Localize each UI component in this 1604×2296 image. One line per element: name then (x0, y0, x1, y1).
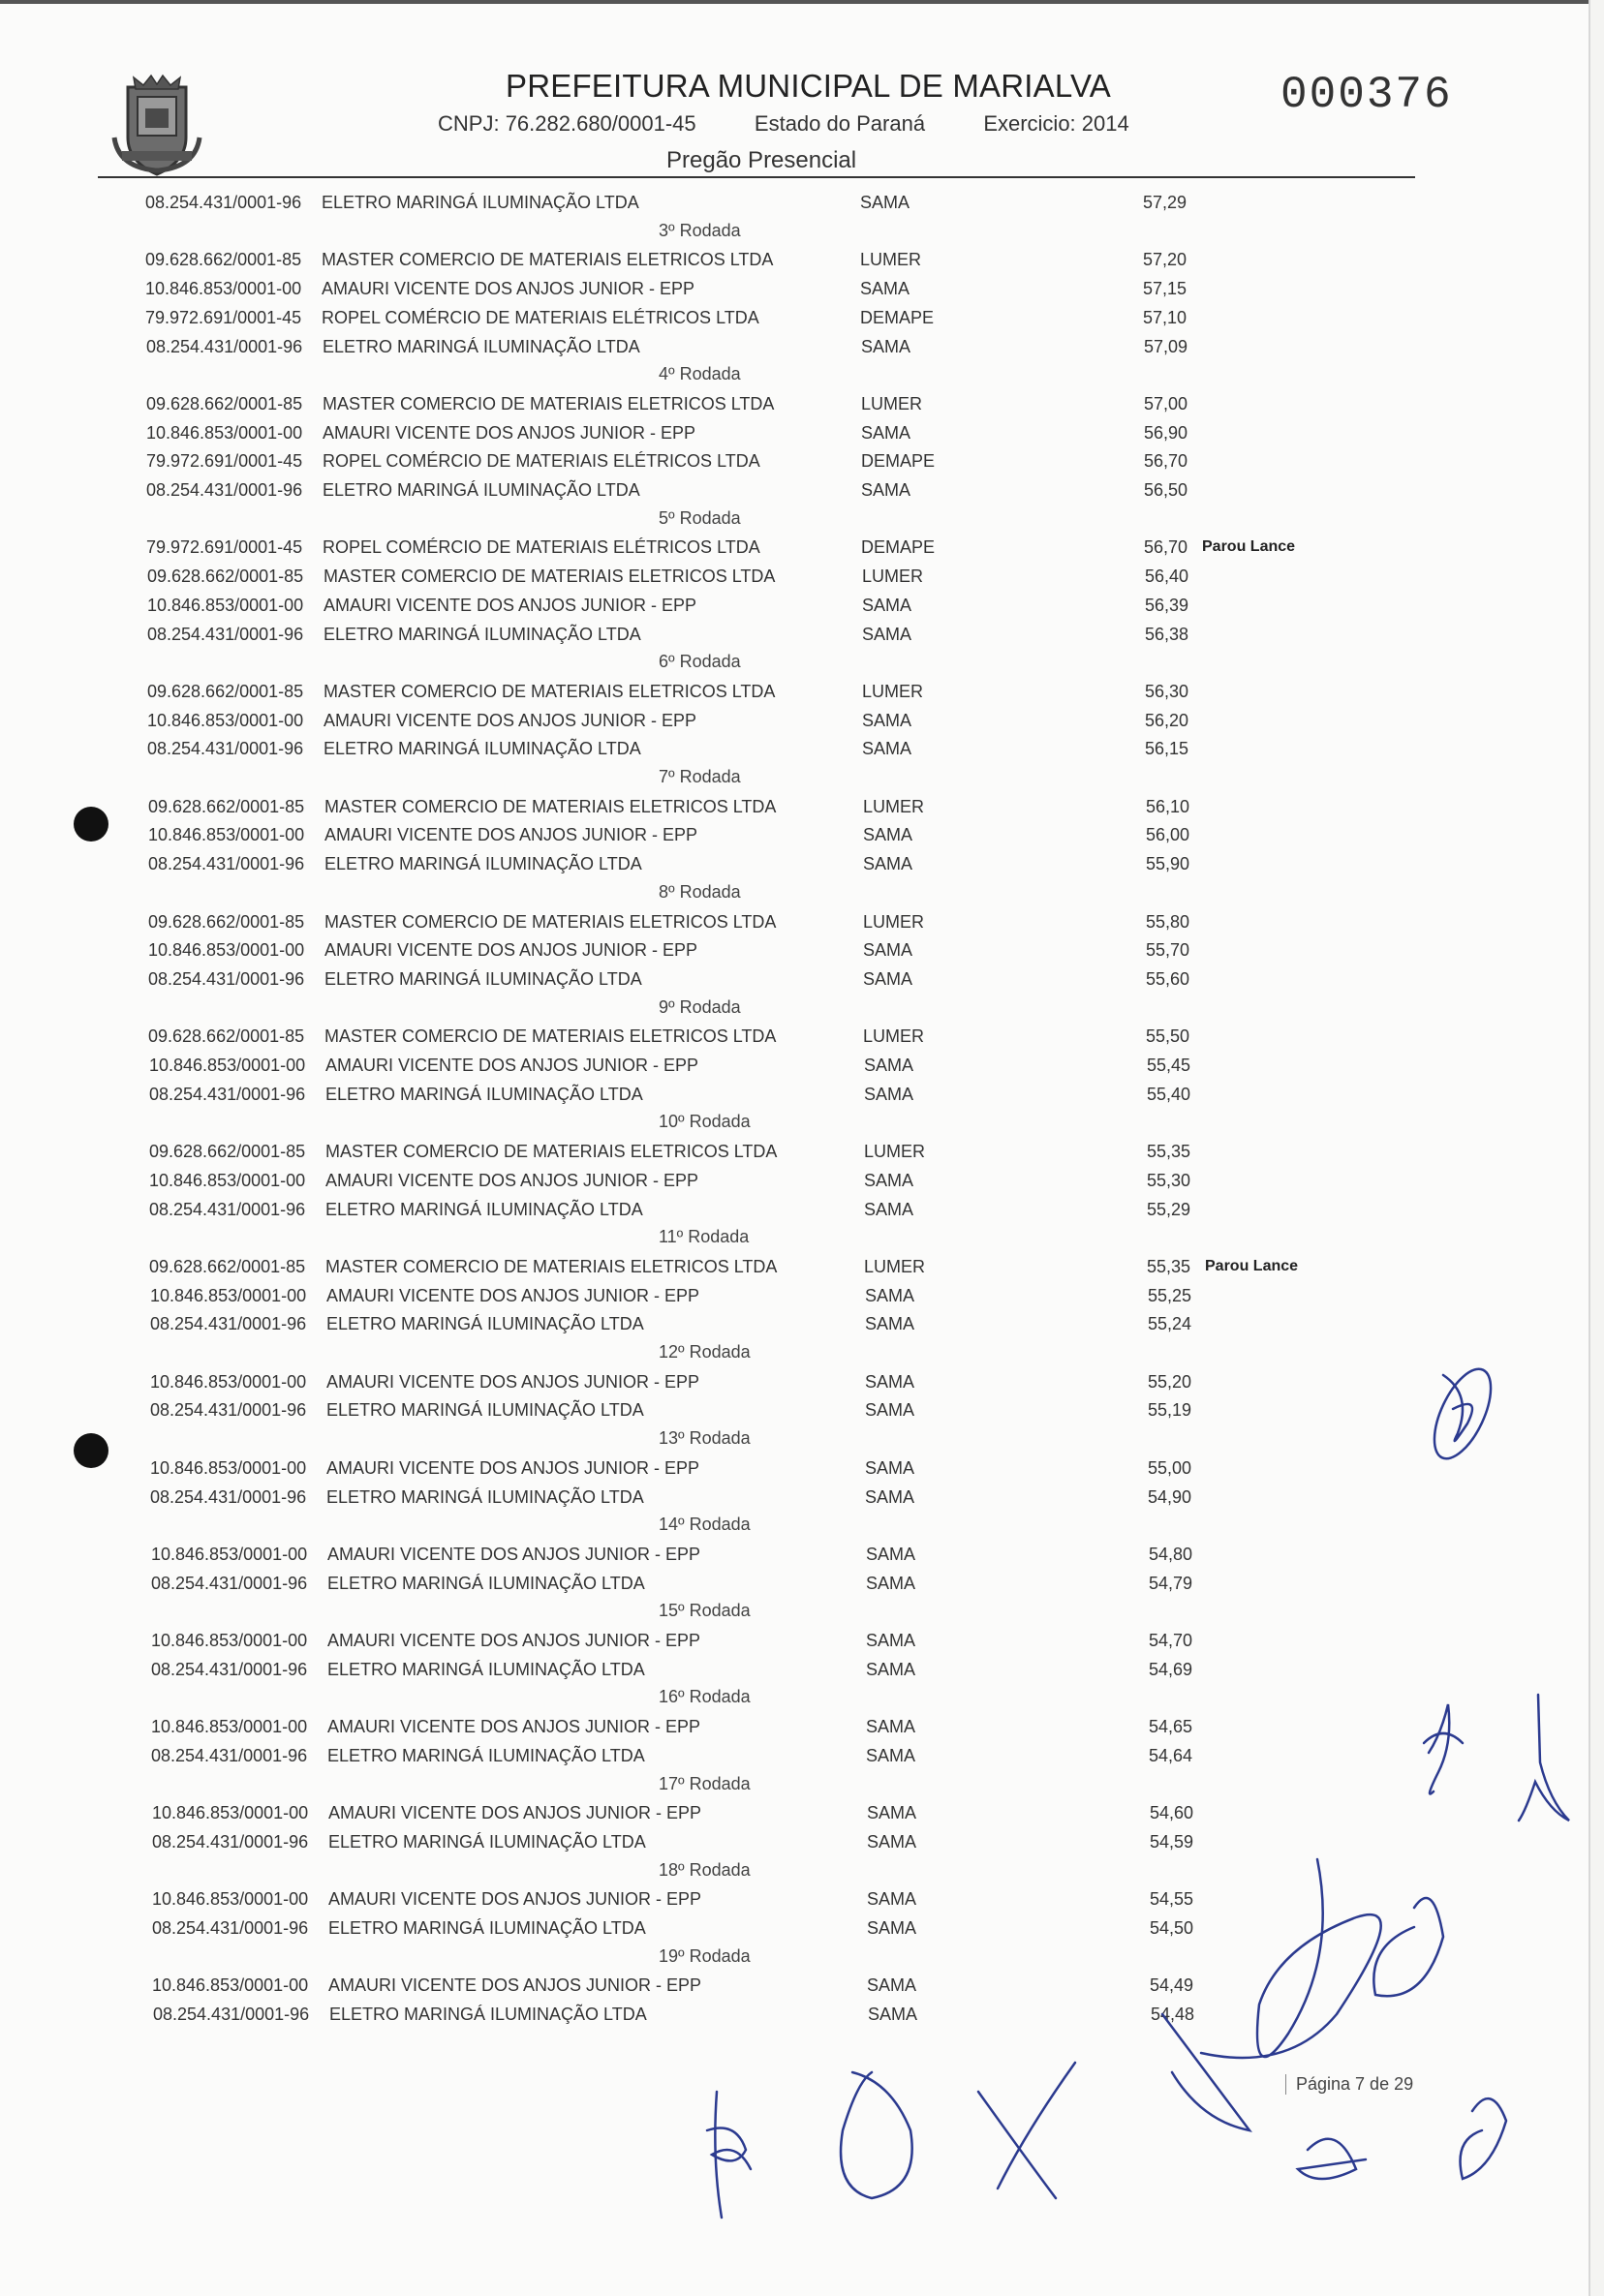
bid-company-name: AMAURI VICENTE DOS ANJOS JUNIOR - EPP (326, 1286, 700, 1305)
bid-value: 54,80 (1149, 1545, 1193, 1564)
bid-value: 55,60 (1146, 969, 1190, 989)
bid-brand: LUMER (863, 1026, 925, 1046)
bid-company-name: MASTER COMERCIO DE MATERIAIS ELETRICOS LTDA (325, 1142, 778, 1161)
bid-cnpj: 08.254.431/0001-96 (150, 1487, 307, 1507)
bid-value: 54,69 (1149, 1660, 1193, 1679)
bid-value: 54,70 (1149, 1631, 1193, 1650)
signature-bottom-row (707, 2063, 1506, 2218)
estado-label: Estado do (754, 111, 850, 136)
bid-brand: SAMA (864, 1171, 914, 1190)
bid-value: 56,15 (1145, 739, 1189, 758)
bid-value: 55,90 (1146, 854, 1190, 873)
bid-brand: SAMA (863, 969, 913, 989)
bid-cnpj: 08.254.431/0001-96 (151, 1660, 308, 1679)
bid-brand: SAMA (865, 1458, 915, 1478)
bid-cnpj: 10.846.853/0001-00 (150, 1458, 307, 1478)
page-number: Página 7 de 29 (1285, 2074, 1413, 2095)
bid-cnpj: 08.254.431/0001-96 (148, 969, 305, 989)
bid-brand: SAMA (863, 825, 913, 844)
bid-brand: SAMA (862, 711, 912, 730)
bid-brand: SAMA (862, 625, 912, 644)
signature-initials-right-middle (1424, 1695, 1569, 1821)
bid-cnpj: 10.846.853/0001-00 (147, 711, 304, 730)
bid-company-name: MASTER COMERCIO DE MATERIAIS ELETRICOS LTDA (324, 797, 777, 816)
bid-company-name: MASTER COMERCIO DE MATERIAIS ELETRICOS LTDA (324, 566, 776, 586)
round-heading: 5º Rodada (659, 508, 741, 528)
bid-brand: LUMER (862, 566, 924, 586)
bid-company-name: ELETRO MARINGÁ ILUMINAÇÃO LTDA (326, 1314, 644, 1333)
bid-company-name: AMAURI VICENTE DOS ANJOS JUNIOR - EPP (322, 279, 695, 298)
bid-value: 55,70 (1146, 940, 1190, 960)
bid-value: 55,20 (1148, 1372, 1192, 1392)
bid-company-name: AMAURI VICENTE DOS ANJOS JUNIOR - EPP (325, 1056, 699, 1075)
bid-company-name: ELETRO MARINGÁ ILUMINAÇÃO LTDA (328, 1918, 646, 1938)
bid-value: 55,35 (1147, 1142, 1191, 1161)
round-heading: 11º Rodada (659, 1227, 750, 1246)
round-heading: 18º Rodada (659, 1860, 751, 1880)
bid-brand: LUMER (862, 682, 924, 701)
bid-cnpj: 08.254.431/0001-96 (149, 1200, 306, 1219)
bid-company-name: ELETRO MARINGÁ ILUMINAÇÃO LTDA (326, 1400, 644, 1420)
bid-brand: SAMA (867, 1803, 917, 1822)
bid-company-name: ELETRO MARINGÁ ILUMINAÇÃO LTDA (327, 1574, 645, 1593)
bid-cnpj: 09.628.662/0001-85 (148, 912, 305, 932)
bid-company-name: ELETRO MARINGÁ ILUMINAÇÃO LTDA (328, 1832, 646, 1852)
bid-value: 55,19 (1148, 1400, 1192, 1420)
round-heading: 13º Rodada (659, 1428, 751, 1448)
bid-brand: SAMA (865, 1314, 915, 1333)
bid-company-name: MASTER COMERCIO DE MATERIAIS ELETRICOS LTDA (324, 1026, 777, 1046)
signature-initials-right-top (1423, 1361, 1502, 1466)
bid-value: 55,50 (1146, 1026, 1190, 1046)
bid-company-name: ROPEL COMÉRCIO DE MATERIAIS ELÉTRICOS LTDA (322, 308, 759, 327)
estado-value: Paraná (856, 111, 926, 136)
bid-company-name: ELETRO MARINGÁ ILUMINAÇÃO LTDA (324, 625, 641, 644)
bid-company-name: ELETRO MARINGÁ ILUMINAÇÃO LTDA (322, 193, 639, 212)
bid-value: 56,40 (1145, 566, 1189, 586)
bid-cnpj: 08.254.431/0001-96 (147, 739, 304, 758)
bid-company-name: AMAURI VICENTE DOS ANJOS JUNIOR - EPP (324, 825, 698, 844)
bid-company-name: AMAURI VICENTE DOS ANJOS JUNIOR - EPP (326, 1372, 700, 1392)
bid-company-name: MASTER COMERCIO DE MATERIAIS ELETRICOS LTDA (324, 912, 777, 932)
bid-company-name: AMAURI VICENTE DOS ANJOS JUNIOR - EPP (327, 1545, 701, 1564)
bid-note: Parou Lance (1202, 538, 1296, 555)
bid-value: 56,70 (1144, 537, 1188, 557)
bid-cnpj: 08.254.431/0001-96 (148, 854, 305, 873)
bid-brand: SAMA (866, 1660, 916, 1679)
bid-value: 56,39 (1145, 596, 1189, 615)
bid-cnpj: 10.846.853/0001-00 (150, 1286, 307, 1305)
bid-brand: SAMA (866, 1574, 916, 1593)
round-heading: 8º Rodada (659, 882, 741, 902)
bid-cnpj: 08.254.431/0001-96 (152, 1832, 309, 1852)
round-heading: 10º Rodada (659, 1112, 751, 1131)
round-heading: 6º Rodada (659, 652, 741, 671)
exercicio-label: Exercicio: (983, 111, 1076, 136)
bid-brand: SAMA (867, 1918, 917, 1938)
bid-cnpj: 08.254.431/0001-96 (151, 1746, 308, 1765)
bid-cnpj: 10.846.853/0001-00 (151, 1717, 308, 1736)
bid-brand: SAMA (866, 1545, 916, 1564)
page-title: PREFEITURA MUNICIPAL DE MARIALVA (506, 68, 1111, 104)
bid-value: 57,20 (1143, 250, 1188, 269)
bid-company-name: AMAURI VICENTE DOS ANJOS JUNIOR - EPP (327, 1631, 701, 1650)
signature-large-right (1162, 1859, 1443, 2130)
bid-value: 56,10 (1146, 797, 1190, 816)
bid-brand: LUMER (864, 1257, 926, 1276)
bid-cnpj: 08.254.431/0001-96 (153, 2005, 310, 2024)
bid-value: 54,50 (1150, 1918, 1194, 1938)
pregao-subtitle: Pregão Presencial (666, 147, 857, 173)
bid-brand: SAMA (861, 337, 911, 356)
bid-value: 55,30 (1147, 1171, 1191, 1190)
bid-brand: SAMA (865, 1400, 915, 1420)
bid-value: 54,64 (1149, 1746, 1193, 1765)
bid-cnpj: 09.628.662/0001-85 (148, 1026, 305, 1046)
cnpj-label: CNPJ: (438, 111, 500, 136)
round-heading: 12º Rodada (659, 1342, 751, 1362)
bid-cnpj: 10.846.853/0001-00 (151, 1631, 308, 1650)
bid-brand: SAMA (861, 423, 911, 443)
bid-company-name: ELETRO MARINGÁ ILUMINAÇÃO LTDA (324, 854, 642, 873)
bid-cnpj: 10.846.853/0001-00 (147, 596, 304, 615)
bid-value: 57,15 (1143, 279, 1188, 298)
bid-value: 55,45 (1147, 1056, 1191, 1075)
bid-cnpj: 10.846.853/0001-00 (148, 825, 305, 844)
bid-value: 54,90 (1148, 1487, 1192, 1507)
bid-cnpj: 09.628.662/0001-85 (145, 250, 302, 269)
round-heading: 7º Rodada (659, 767, 741, 786)
bid-brand: LUMER (864, 1142, 926, 1161)
bid-cnpj: 10.846.853/0001-00 (150, 1372, 307, 1392)
bid-company-name: MASTER COMERCIO DE MATERIAIS ELETRICOS LTDA (322, 250, 774, 269)
bid-cnpj: 08.254.431/0001-96 (150, 1400, 307, 1420)
bid-value: 56,90 (1144, 423, 1188, 443)
bid-brand: SAMA (863, 854, 913, 873)
bid-cnpj: 09.628.662/0001-85 (147, 682, 304, 701)
round-heading: 4º Rodada (659, 364, 741, 383)
bid-cnpj: 10.846.853/0001-00 (151, 1545, 308, 1564)
bid-company-name: ELETRO MARINGÁ ILUMINAÇÃO LTDA (326, 1487, 644, 1507)
bid-company-name: AMAURI VICENTE DOS ANJOS JUNIOR - EPP (324, 596, 697, 615)
bid-brand: LUMER (863, 912, 925, 932)
bid-brand: SAMA (861, 480, 911, 500)
bid-value: 54,79 (1149, 1574, 1193, 1593)
bid-company-name: MASTER COMERCIO DE MATERIAIS ELETRICOS LTDA (325, 1257, 778, 1276)
bid-company-name: AMAURI VICENTE DOS ANJOS JUNIOR - EPP (328, 1975, 702, 1995)
page-stamp-number: 000376 (1280, 70, 1453, 120)
bid-value: 55,29 (1147, 1200, 1191, 1219)
bid-company-name: AMAURI VICENTE DOS ANJOS JUNIOR - EPP (328, 1803, 702, 1822)
bid-cnpj: 09.628.662/0001-85 (149, 1257, 306, 1276)
bid-cnpj: 08.254.431/0001-96 (145, 193, 302, 212)
bid-cnpj: 10.846.853/0001-00 (149, 1056, 306, 1075)
bid-company-name: ELETRO MARINGÁ ILUMINAÇÃO LTDA (325, 1085, 643, 1104)
bid-brand: SAMA (867, 1832, 917, 1852)
round-heading: 19º Rodada (659, 1946, 751, 1966)
bid-brand: SAMA (864, 1056, 914, 1075)
bid-brand: SAMA (865, 1487, 915, 1507)
bid-cnpj: 10.846.853/0001-00 (146, 423, 303, 443)
bid-brand: SAMA (866, 1631, 916, 1650)
exercicio-value: 2014 (1081, 111, 1129, 136)
round-heading: 14º Rodada (659, 1515, 751, 1534)
bid-company-name: AMAURI VICENTE DOS ANJOS JUNIOR - EPP (326, 1458, 700, 1478)
bid-cnpj: 10.846.853/0001-00 (149, 1171, 306, 1190)
bid-cnpj: 08.254.431/0001-96 (146, 480, 303, 500)
bid-cnpj: 10.846.853/0001-00 (152, 1889, 309, 1909)
bid-cnpj: 09.628.662/0001-85 (148, 797, 305, 816)
bid-cnpj: 08.254.431/0001-96 (151, 1574, 308, 1593)
bid-value: 57,29 (1143, 193, 1188, 212)
bid-brand: SAMA (860, 279, 910, 298)
bid-value: 56,20 (1145, 711, 1189, 730)
bid-brand: SAMA (865, 1286, 915, 1305)
bid-company-name: AMAURI VICENTE DOS ANJOS JUNIOR - EPP (325, 1171, 699, 1190)
bid-cnpj: 09.628.662/0001-85 (149, 1142, 306, 1161)
bid-brand: SAMA (862, 739, 912, 758)
bid-company-name: ELETRO MARINGÁ ILUMINAÇÃO LTDA (325, 1200, 643, 1219)
bid-brand: SAMA (864, 1085, 914, 1104)
bid-value: 54,60 (1150, 1803, 1194, 1822)
bid-company-name: AMAURI VICENTE DOS ANJOS JUNIOR - EPP (324, 940, 698, 960)
bid-company-name: ROPEL COMÉRCIO DE MATERIAIS ELÉTRICOS LTDA (323, 537, 760, 557)
bid-brand: SAMA (866, 1746, 916, 1765)
bid-company-name: AMAURI VICENTE DOS ANJOS JUNIOR - EPP (327, 1717, 701, 1736)
bid-value: 55,24 (1148, 1314, 1192, 1333)
bid-value: 56,38 (1145, 625, 1189, 644)
bid-brand: DEMAPE (860, 308, 935, 327)
round-heading: 3º Rodada (659, 221, 741, 240)
bid-brand: SAMA (867, 1889, 917, 1909)
bid-note: Parou Lance (1205, 1258, 1299, 1274)
bid-value: 54,48 (1151, 2005, 1195, 2024)
bid-value: 54,55 (1150, 1889, 1194, 1909)
bid-value: 54,49 (1150, 1975, 1194, 1995)
bid-company-name: ELETRO MARINGÁ ILUMINAÇÃO LTDA (327, 1746, 645, 1765)
bid-value: 57,09 (1144, 337, 1188, 356)
bid-value: 55,80 (1146, 912, 1190, 932)
bid-value: 56,00 (1146, 825, 1190, 844)
bid-company-name: ELETRO MARINGÁ ILUMINAÇÃO LTDA (324, 739, 641, 758)
bid-cnpj: 79.972.691/0001-45 (146, 537, 303, 557)
bid-company-name: ELETRO MARINGÁ ILUMINAÇÃO LTDA (327, 1660, 645, 1679)
bid-company-name: ELETRO MARINGÁ ILUMINAÇÃO LTDA (323, 337, 640, 356)
bid-value: 56,30 (1145, 682, 1189, 701)
bid-value: 56,70 (1144, 451, 1188, 471)
bid-cnpj: 10.846.853/0001-00 (145, 279, 302, 298)
bid-brand: LUMER (861, 394, 923, 413)
bid-cnpj: 08.254.431/0001-96 (149, 1085, 306, 1104)
bid-brand: DEMAPE (861, 537, 936, 557)
bid-cnpj: 08.254.431/0001-96 (152, 1918, 309, 1938)
bid-value: 55,25 (1148, 1286, 1192, 1305)
cnpj-value: 76.282.680/0001-45 (505, 111, 696, 136)
bid-company-name: ELETRO MARINGÁ ILUMINAÇÃO LTDA (329, 2005, 647, 2024)
bid-value: 56,50 (1144, 480, 1188, 500)
bid-brand: SAMA (867, 1975, 917, 1995)
bid-brand: LUMER (863, 797, 925, 816)
bid-cnpj: 08.254.431/0001-96 (150, 1314, 307, 1333)
bid-value: 54,59 (1150, 1832, 1194, 1852)
round-heading: 15º Rodada (659, 1601, 751, 1620)
bid-value: 55,35 (1147, 1257, 1191, 1276)
bid-company-name: MASTER COMERCIO DE MATERIAIS ELETRICOS LTDA (324, 682, 776, 701)
bid-company-name: ELETRO MARINGÁ ILUMINAÇÃO LTDA (323, 480, 640, 500)
bid-company-name: MASTER COMERCIO DE MATERIAIS ELETRICOS LTDA (323, 394, 775, 413)
bid-brand: SAMA (866, 1717, 916, 1736)
bid-brand: SAMA (868, 2005, 918, 2024)
bid-brand: DEMAPE (861, 451, 936, 471)
round-heading: 9º Rodada (659, 997, 741, 1017)
bid-brand: SAMA (862, 596, 912, 615)
bid-brand: SAMA (865, 1372, 915, 1392)
bid-value: 57,10 (1143, 308, 1188, 327)
round-heading: 16º Rodada (659, 1687, 751, 1706)
bid-cnpj: 08.254.431/0001-96 (147, 625, 304, 644)
bid-brand: SAMA (863, 940, 913, 960)
bid-cnpj: 79.972.691/0001-45 (146, 451, 303, 471)
bid-company-name: AMAURI VICENTE DOS ANJOS JUNIOR - EPP (328, 1889, 702, 1909)
bid-cnpj: 08.254.431/0001-96 (146, 337, 303, 356)
bid-company-name: AMAURI VICENTE DOS ANJOS JUNIOR - EPP (323, 423, 696, 443)
bid-company-name: AMAURI VICENTE DOS ANJOS JUNIOR - EPP (324, 711, 697, 730)
bid-brand: SAMA (860, 193, 910, 212)
bid-cnpj: 10.846.853/0001-00 (152, 1975, 309, 1995)
bid-value: 54,65 (1149, 1717, 1193, 1736)
bid-cnpj: 79.972.691/0001-45 (145, 308, 302, 327)
bid-cnpj: 09.628.662/0001-85 (147, 566, 304, 586)
bid-cnpj: 10.846.853/0001-00 (152, 1803, 309, 1822)
bid-value: 55,00 (1148, 1458, 1192, 1478)
bid-brand: LUMER (860, 250, 922, 269)
bid-cnpj: 09.628.662/0001-85 (146, 394, 303, 413)
round-heading: 17º Rodada (659, 1774, 751, 1793)
bid-value: 55,40 (1147, 1085, 1191, 1104)
bid-brand: SAMA (864, 1200, 914, 1219)
bid-company-name: ELETRO MARINGÁ ILUMINAÇÃO LTDA (324, 969, 642, 989)
bid-cnpj: 10.846.853/0001-00 (148, 940, 305, 960)
bid-value: 57,00 (1144, 394, 1188, 413)
bid-company-name: ROPEL COMÉRCIO DE MATERIAIS ELÉTRICOS LTDA (323, 451, 760, 471)
